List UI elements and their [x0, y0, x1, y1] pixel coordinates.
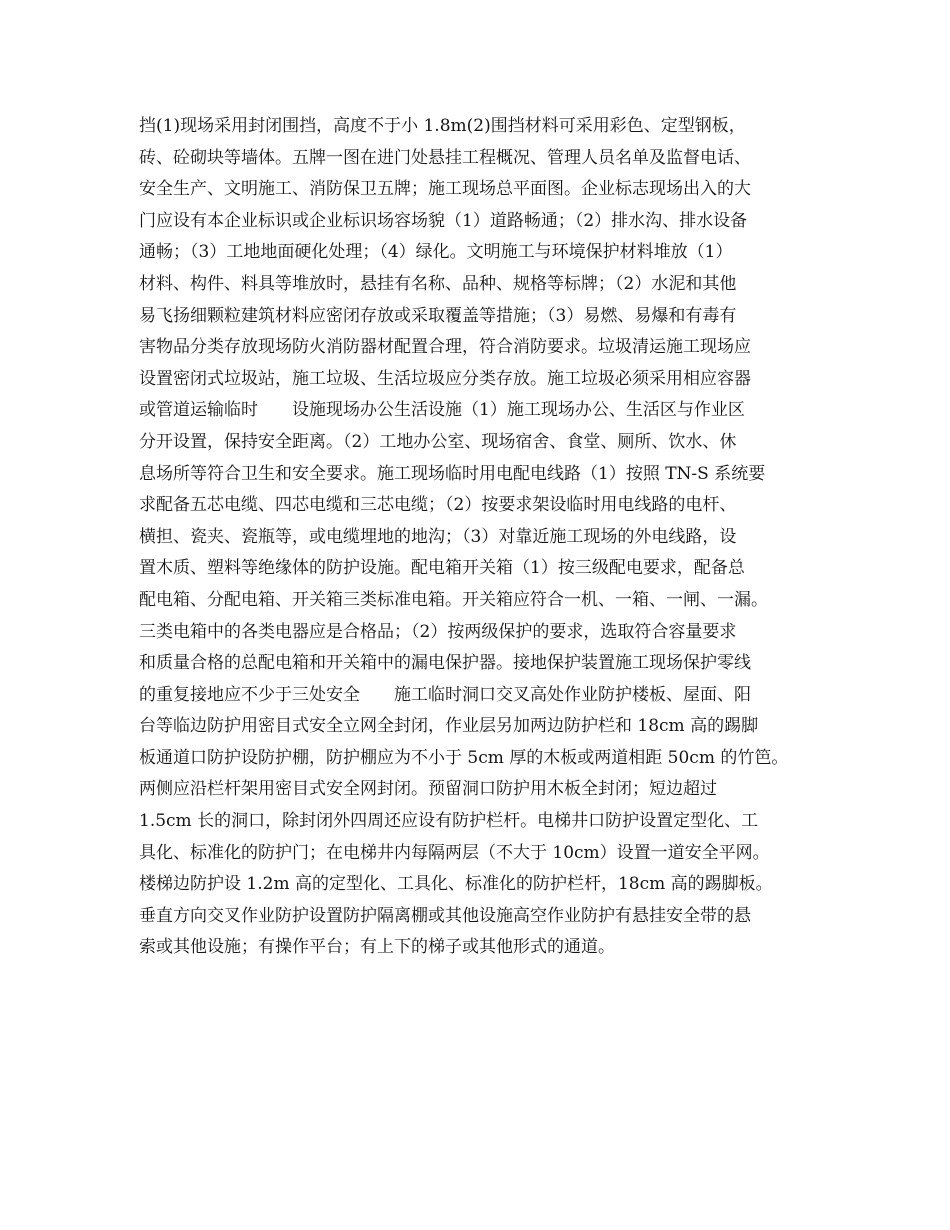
text-line: 息场所等符合卫生和安全要求。施工现场临时用电配电线路（1）按照 TN-S 系统要: [139, 463, 766, 484]
text-line: 设置密闭式垃圾站，施工垃圾、生活垃圾应分类存放。施工垃圾必须采用相应容器: [139, 368, 751, 389]
text-line: 材料、构件、料具等堆放时，悬挂有名称、品种、规格等标牌；（2）水泥和其他: [139, 273, 737, 294]
text-line: 求配备五芯电缆、四芯电缆和三芯电缆；（2）按要求架设临时用电线路的电杆、: [139, 495, 737, 516]
body-text: [139, 111, 829, 964]
text-line: 挡(1)现场采用封闭围挡，高度不于小 1.8m(2)围挡材料可采用彩色、定型钢板，: [139, 116, 746, 136]
text-line: 置木质、塑料等绝缘体的防护设施。配电箱开关箱（1）按三级配电要求，配备总: [139, 558, 745, 579]
text-line: 分开设置，保持安全距离。（2）工地办公室、现场宿舍、食堂、厕所、饮水、休: [139, 431, 737, 452]
text-line: 安全生产、文明施工、消防保卫五牌；施工现场总平面图。企业标志现场出入的大: [139, 179, 751, 200]
text-line: 两侧应沿栏杆架用密目式安全网封闭。预留洞口防护用木板全封闭；短边超过: [139, 779, 717, 800]
text-line: 1.5cm 长的洞口，除封闭外四周还应设有防护栏杆。电梯井口防护设置定型化、工: [139, 811, 759, 832]
text-line: 或管道运输临时 设施现场办公生活设施（1）施工现场办公、生活区与作业区: [139, 400, 745, 421]
text-line: 三类电箱中的各类电器应是合格品；（2）按两级保护的要求，选取符合容量要求: [139, 621, 737, 642]
text-line: 板通道口防护设防护棚，防护棚应为不小于 5cm 厚的木板或两道相距 50cm 的竹笆。: [139, 747, 789, 768]
text-line: 砖、砼砌块等墙体。五牌一图在进门处悬挂工程概况、管理人员名单及监督电话、: [139, 147, 751, 168]
text-line: 通畅；（3）工地地面硬化处理；（4）绿化。文明施工与环境保护材料堆放（1）: [139, 242, 733, 263]
text-line: 楼梯边防护设 1.2m 高的定型化、工具化、标准化的防护栏杆，18cm 高的踢脚板。: [139, 874, 773, 895]
text-line: 具化、标准化的防护门；在电梯井内每隔两层（不大于 10cm）设置一道安全平网。: [139, 842, 770, 863]
text-line: 配电箱、分配电箱、开关箱三类标准电箱。开关箱应符合一机、一箱、一闸、一漏。: [139, 589, 768, 610]
text-line: 易飞扬细颗粒建筑材料应密闭存放或采取覆盖等措施；（3）易燃、易爆和有毒有: [139, 305, 737, 326]
text-line: 横担、瓷夹、瓷瓶等，或电缆埋地的地沟；（3）对靠近施工现场的外电线路，设: [139, 526, 737, 547]
text-line: 和质量合格的总配电箱和开关箱中的漏电保护器。接地保护装置施工现场保护零线: [139, 653, 751, 674]
text-line: 台等临边防护用密目式安全立网全封闭，作业层另加两边防护栏和 18cm 高的踢脚: [139, 716, 759, 737]
text-line: 垂直方向交叉作业防护设置防护隔离棚或其他设施高空作业防护有悬挂安全带的悬: [139, 905, 751, 926]
text-line: 的重复接地应不少于三处安全 施工临时洞口交叉高处作业防护楼板、屋面、阳: [139, 684, 751, 705]
text-line: 索或其他设施；有操作平台；有上下的梯子或其他形式的通道。: [139, 937, 615, 958]
text-line: 门应设有本企业标识或企业标识场容场貌（1）道路畅通；（2）排水沟、排水设备: [139, 210, 748, 231]
text-line: 害物品分类存放现场防火消防器材配置合理，符合消防要求。垃圾清运施工现场应: [139, 337, 751, 358]
